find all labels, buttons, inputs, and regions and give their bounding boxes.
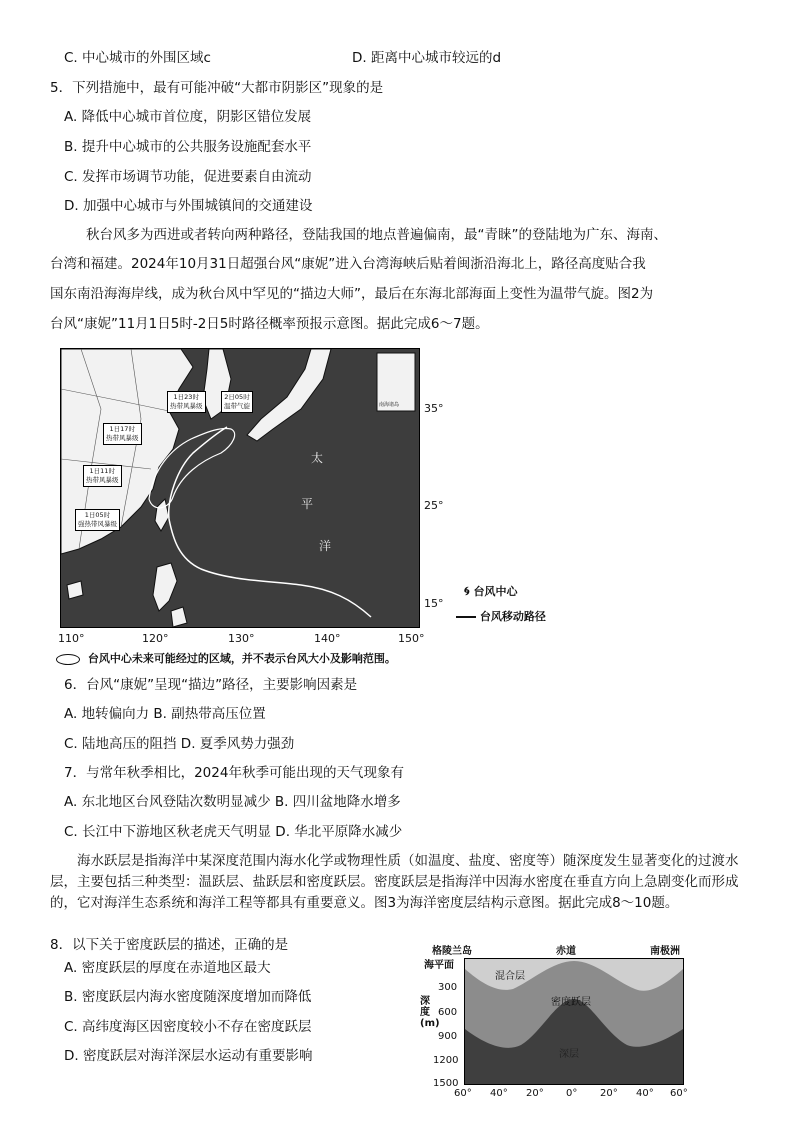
fig3-xtick-6: 40°	[636, 1088, 654, 1099]
fig3-layer-mixed: 混合层	[495, 971, 525, 982]
q7-stem: 7．与常年秋季相比，2024年秋季可能出现的天气现象有	[64, 765, 404, 781]
q4-option-c: C. 中心城市的外围区域c	[64, 50, 211, 66]
fig3-sea-level: 海平面	[424, 960, 454, 971]
passage1-line4: 台风“康妮”11月1日5时-2日5时路径概率预报示意图。据此完成6～7题。	[50, 316, 489, 332]
lat-tick-35: 35°	[424, 402, 444, 415]
fig3-layer-pycnocline: 密度跃层	[551, 997, 591, 1008]
sea-char-3: 洋	[319, 539, 332, 553]
hainan-shape	[67, 581, 83, 599]
callout-1d05	[75, 509, 120, 531]
passage1-line1: 秋台风多为西进或者转向两种路径，登陆我国的地点普遍偏南，最“青睐”的登陆地为广东、海南、	[86, 227, 667, 243]
fig3-xtick-4: 0°	[566, 1088, 578, 1099]
callout-time: 1日17时	[109, 425, 135, 433]
callout-desc: 温带气旋	[224, 402, 250, 410]
callout-1d17	[103, 423, 142, 445]
passage2: 海水跃层是指海洋中某深度范围内海水化学或物理性质（如温度、盐度、密度等）随深度发生显著变化的过渡水层，主要包括三种类型：温跃层、盐跃层和密度跃层。密度跃层是指海洋中因海水密度在垂直方向上急剧变化而形成的，它对海洋生态系统和海洋工程等都具有重要意义。图3为海洋密度层结构示意图。据此完成8～10题。	[50, 853, 739, 911]
fig3-ytick-1200: 1200	[433, 1055, 459, 1066]
callout-desc: 热带风暴级	[106, 434, 139, 442]
passage1-line2: 台湾和福建。2024年10月31日超强台风“康妮”进入台湾海峡后贴着闽浙沿海北上，路径高度贴合我	[50, 256, 646, 272]
fig3-xtick-3: 20°	[526, 1088, 544, 1099]
callout-desc: 热带风暴级	[86, 476, 119, 484]
sea-char-2: 平	[301, 497, 314, 511]
zone-ellipse-icon	[56, 654, 80, 665]
fig3-xtick-5: 20°	[600, 1088, 618, 1099]
q4-option-d: D. 距离中心城市较远的d	[352, 50, 502, 66]
q5-option-c: C. 发挥市场调节功能，促进要素自由流动	[64, 169, 312, 185]
fig3-label-greenland: 格陵兰岛	[432, 946, 472, 957]
q8-option-c: C. 高纬度海区因密度较小不存在密度跃层	[64, 1019, 312, 1035]
map-caption-text: 台风中心未来可能经过的区域，并不表示台风大小及影响范围。	[87, 652, 396, 665]
q5-stem: 5．下列措施中，最有可能冲破“大都市阴影区”现象的是	[50, 80, 384, 96]
legend-typhoon-center	[464, 583, 517, 599]
q5-option-d: D. 加强中心城市与外围城镇间的交通建设	[64, 198, 313, 214]
path-line-icon	[456, 616, 476, 618]
sea-char-1: 太	[311, 451, 324, 465]
fig3-ytick-1500: 1500	[433, 1078, 459, 1089]
density-layer-diagram	[464, 958, 684, 1085]
fig3-xtick-1: 60°	[454, 1088, 472, 1099]
callout-time: 1日11时	[89, 467, 115, 475]
q8-option-b: B. 密度跃层内海水密度随深度增加而降低	[64, 989, 312, 1005]
legend-path-label: 台风移动路径	[479, 610, 546, 623]
q6-options-ab: A. 地转偏向力 B. 副热带高压位置	[64, 706, 266, 722]
typhoon-path-map	[60, 348, 420, 628]
callout-time: 1日05时	[84, 511, 111, 519]
fig3-xtick-2: 40°	[490, 1088, 508, 1099]
lat-tick-25: 25°	[424, 499, 444, 512]
passage1-line3: 国东南沿海海岸线，成为秋台风中罕见的“描边大师”，最后在东海北部海面上变性为温带气旋。图2为	[50, 286, 654, 302]
q7-options-ab: A. 东北地区台风登陆次数明显减少 B. 四川盆地降水增多	[64, 794, 401, 810]
callout-2d05	[221, 391, 253, 413]
lat-tick-15: 15°	[424, 597, 444, 610]
inset-label: 南海诸岛	[379, 402, 400, 408]
q8-stem: 8．以下关于密度跃层的描述，正确的是	[50, 937, 289, 953]
q5-option-a: A. 降低中心城市首位度，阴影区错位发展	[64, 109, 312, 125]
callout-time: 2日05时	[224, 393, 250, 401]
callout-time: 1日23时	[173, 393, 199, 401]
q7-options-cd: C. 长江中下游地区秋老虎天气明显 D. 华北平原降水减少	[64, 824, 403, 840]
typhoon-track	[169, 427, 371, 617]
lon-tick-130: 130°	[228, 632, 255, 645]
lon-tick-120: 120°	[142, 632, 169, 645]
taiwan-shape	[155, 499, 169, 531]
legend-center-label: 台风中心	[473, 585, 518, 598]
fig3-ytick-900: 900	[438, 1031, 458, 1042]
callout-desc: 强热带风暴级	[78, 520, 117, 528]
fig3-xtick-7: 60°	[670, 1088, 688, 1099]
callout-1d11	[83, 465, 122, 487]
legend-typhoon-path	[456, 608, 546, 624]
q6-stem: 6．台风“康妮”呈现“描边”路径，主要影响因素是	[64, 677, 358, 693]
typhoon-symbol-icon: 🌀︎	[464, 584, 470, 598]
japan-shape	[247, 349, 331, 441]
lon-tick-110: 110°	[58, 632, 85, 645]
q8-option-d: D. 密度跃层对海洋深层水运动有重要影响	[64, 1048, 313, 1064]
philippines-shape	[153, 563, 187, 627]
q5-option-b: B. 提升中心城市的公共服务设施配套水平	[64, 139, 312, 155]
fig3-ylabel: 深度(m)	[420, 996, 440, 1029]
lon-tick-150: 150°	[398, 632, 425, 645]
lon-tick-140: 140°	[314, 632, 341, 645]
fig3-layer-deep: 深层	[559, 1049, 579, 1060]
q8-option-a: A. 密度跃层的厚度在赤道地区最大	[64, 960, 271, 976]
callout-1d23	[167, 391, 206, 413]
callout-desc: 热带风暴级	[170, 402, 203, 410]
map-caption	[56, 650, 396, 666]
q6-options-cd: C. 陆地高压的阻挡 D. 夏季风势力强劲	[64, 736, 295, 752]
fig3-label-antarctica: 南极洲	[650, 946, 680, 957]
fig3-label-equator: 赤道	[556, 946, 576, 957]
fig3-ytick-600: 600	[438, 1007, 458, 1018]
fig3-ytick-300: 300	[438, 982, 458, 993]
